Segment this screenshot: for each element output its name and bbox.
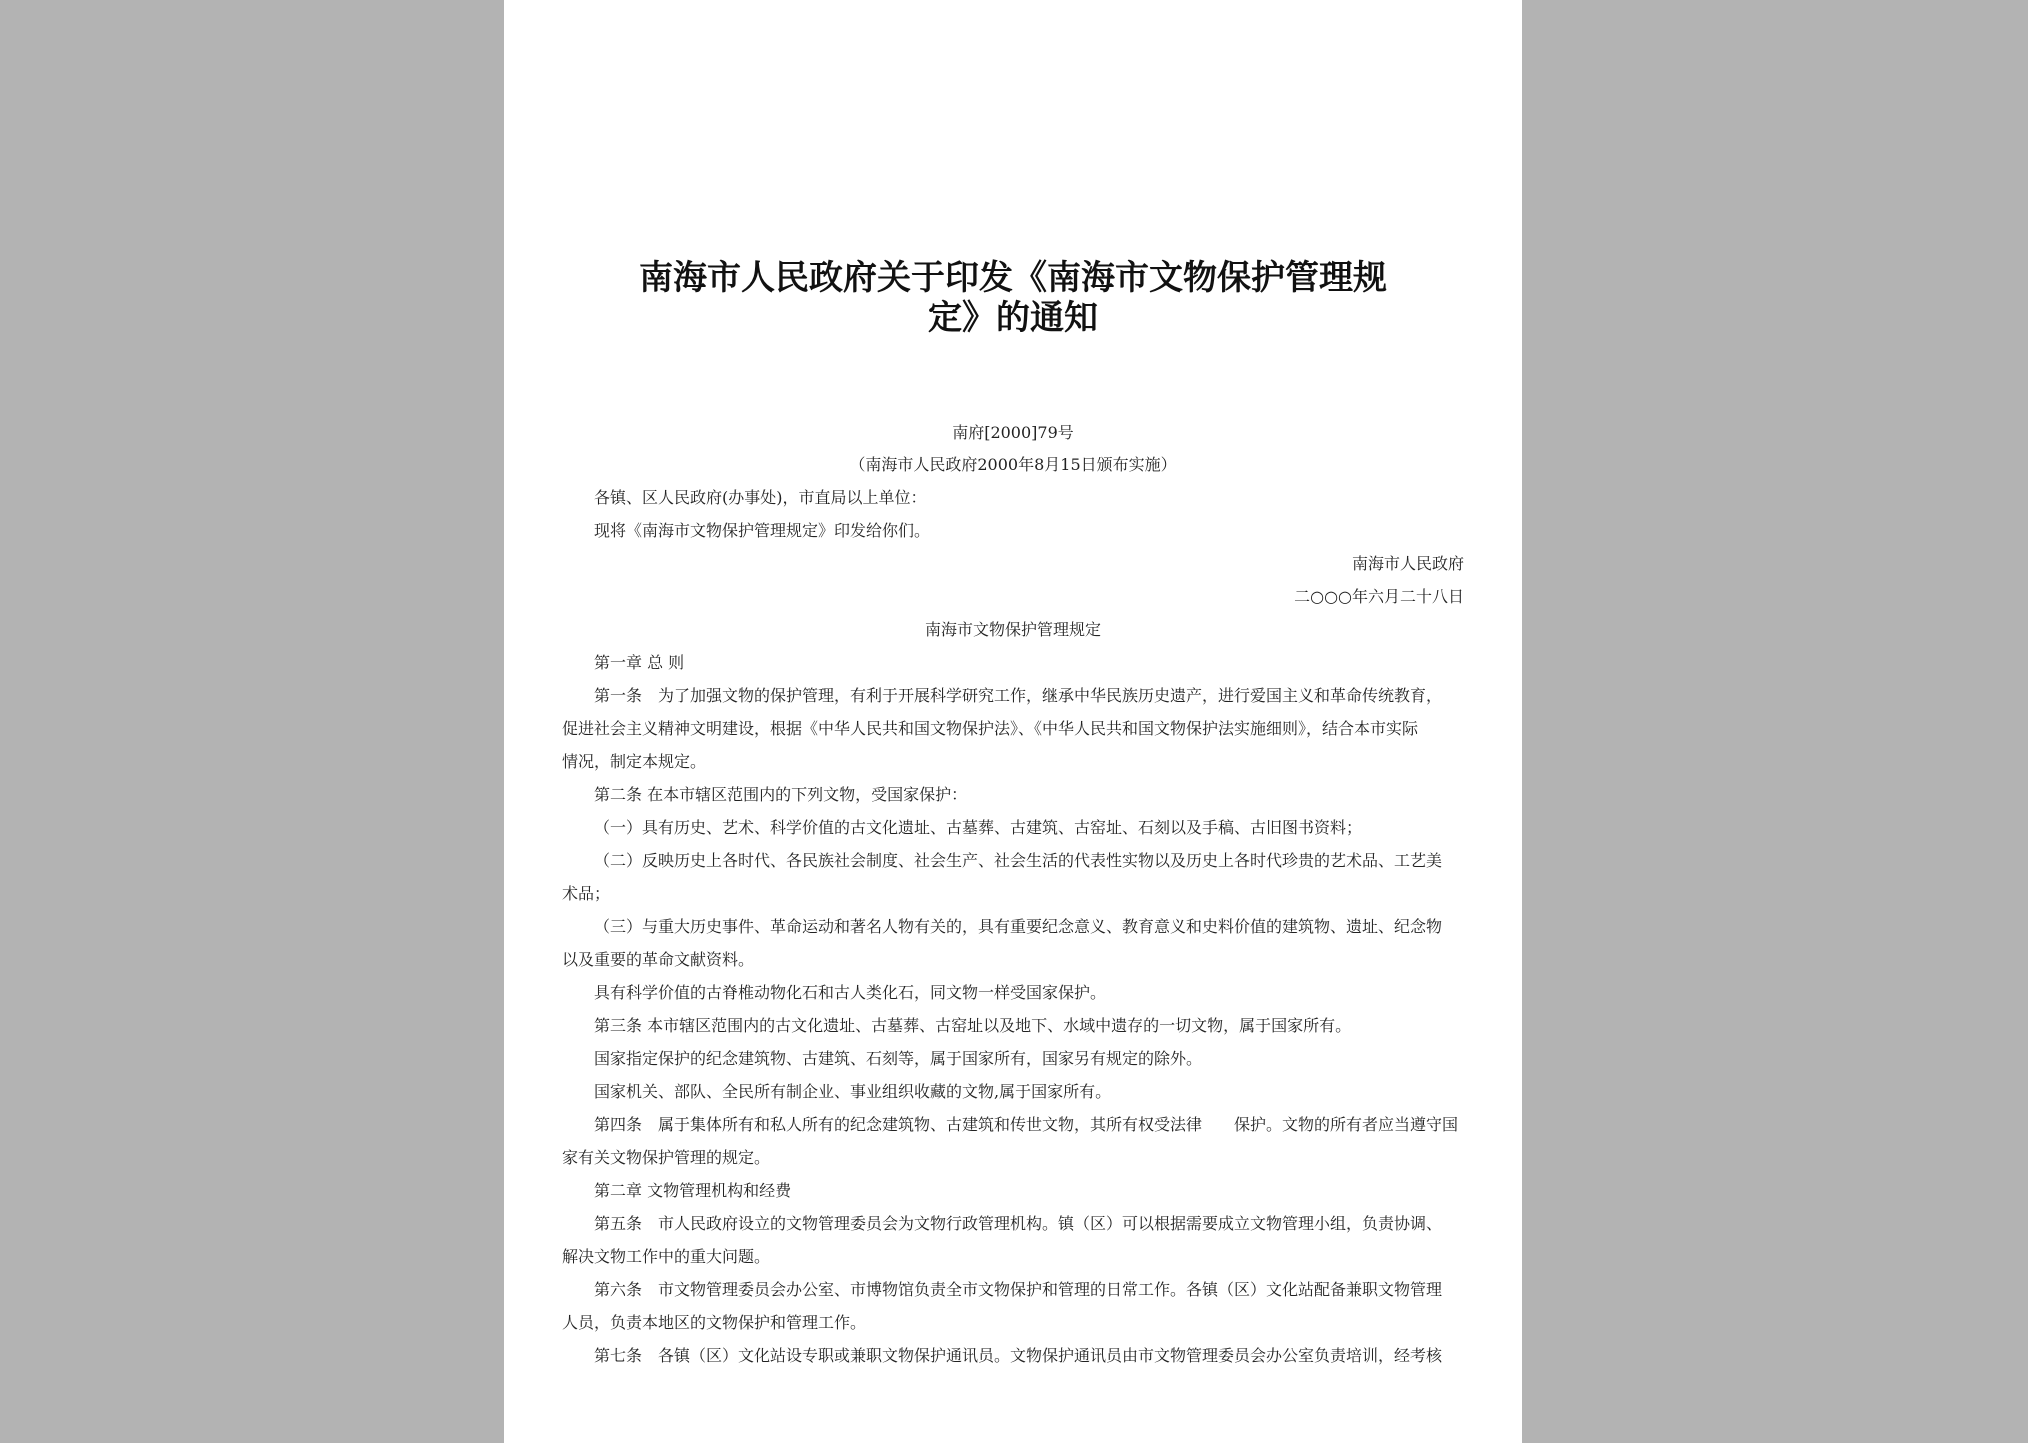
document-page: [504, 0, 1522, 1443]
list-item: （一）具有历史、艺术、科学价值的古文化遗址、古墓葬、古建筑、古窑址、石刻以及手稿、古旧图书资料；: [594, 818, 1363, 837]
issuance-note: （南海市人民政府2000年8月15日颁布实施）: [849, 455, 1177, 474]
article-line: 国家指定保护的纪念建筑物、古建筑、石刻等，属于国家所有，国家另有规定的除外。: [594, 1049, 1203, 1068]
addressee: 各镇、区人民政府(办事处)，市直局以上单位：: [594, 488, 927, 507]
article-line: 第四条 属于集体所有和私人所有的纪念建筑物、古建筑和传世文物，其所有权受法律 保护。文物的所有者应当遵守国: [594, 1115, 1459, 1134]
article-line: 第六条 市文物管理委员会办公室、市博物馆负责全市文物保护和管理的日常工作。各镇（区）文化站配备兼职文物管理: [594, 1280, 1443, 1299]
signature-org: 南海市人民政府: [1351, 554, 1464, 573]
article-line: 国家机关、部队、全民所有制企业、事业组织收藏的文物,属于国家所有。: [594, 1082, 1112, 1101]
article-line: 情况，制定本规定。: [562, 752, 707, 771]
article-line: 第三条 本市辖区范围内的古文化遗址、古墓葬、古窑址以及地下、水域中遗存的一切文物，属于国家所有。: [594, 1016, 1352, 1035]
doc-number: 南府[2000]79号: [952, 423, 1074, 442]
article-line: 具有科学价值的古脊椎动物化石和古人类化石，同文物一样受国家保护。: [594, 983, 1107, 1002]
title-line-2: 定》的通知: [928, 298, 1098, 338]
article-line: 家有关文物保护管理的规定。: [562, 1148, 771, 1167]
title-line-1: 南海市人民政府关于印发《南海市文物保护管理规: [639, 258, 1387, 298]
chapter-heading: 第二章 文物管理机构和经费: [594, 1181, 792, 1200]
article-line: 第一条 为了加强文物的保护管理，有利于开展科学研究工作，继承中华民族历史遗产，进行爱国主义和革命传统教育，: [594, 686, 1443, 705]
signature-date: 二○○○年六月二十八日: [1294, 587, 1464, 606]
chapter-heading: 第一章 总 则: [594, 653, 685, 672]
article-line: 第七条 各镇（区）文化站设专职或兼职文物保护通讯员。文物保护通讯员由市文物管理委员会办公室负责培训，经考核: [594, 1346, 1443, 1365]
list-item: （二）反映历史上各时代、各民族社会制度、社会生产、社会生活的代表性实物以及历史上各时代珍贵的艺术品、工艺美: [594, 851, 1443, 870]
notice-text: 现将《南海市文物保护管理规定》印发给你们。: [594, 521, 931, 540]
list-item: 术品；: [562, 884, 611, 903]
list-item: 以及重要的革命文献资料。: [562, 950, 755, 969]
article-line: 第五条 市人民政府设立的文物管理委员会为文物行政管理机构。镇（区）可以根据需要成立文物管理小组，负责协调、: [594, 1214, 1443, 1233]
article-line: 第二条 在本市辖区范围内的下列文物，受国家保护：: [594, 785, 968, 804]
document-title: [604, 258, 1422, 338]
regulation-title: 南海市文物保护管理规定: [924, 620, 1101, 639]
article-line: 人员，负责本地区的文物保护和管理工作。: [562, 1313, 867, 1332]
article-line: 解决文物工作中的重大问题。: [562, 1247, 771, 1266]
list-item: （三）与重大历史事件、革命运动和著名人物有关的，具有重要纪念意义、教育意义和史料价值的建筑物、遗址、纪念物: [594, 917, 1443, 936]
article-line: 促进社会主义精神文明建设，根据《中华人民共和国文物保护法》、《中华人民共和国文物保护法实施细则》，结合本市实际: [562, 719, 1419, 738]
